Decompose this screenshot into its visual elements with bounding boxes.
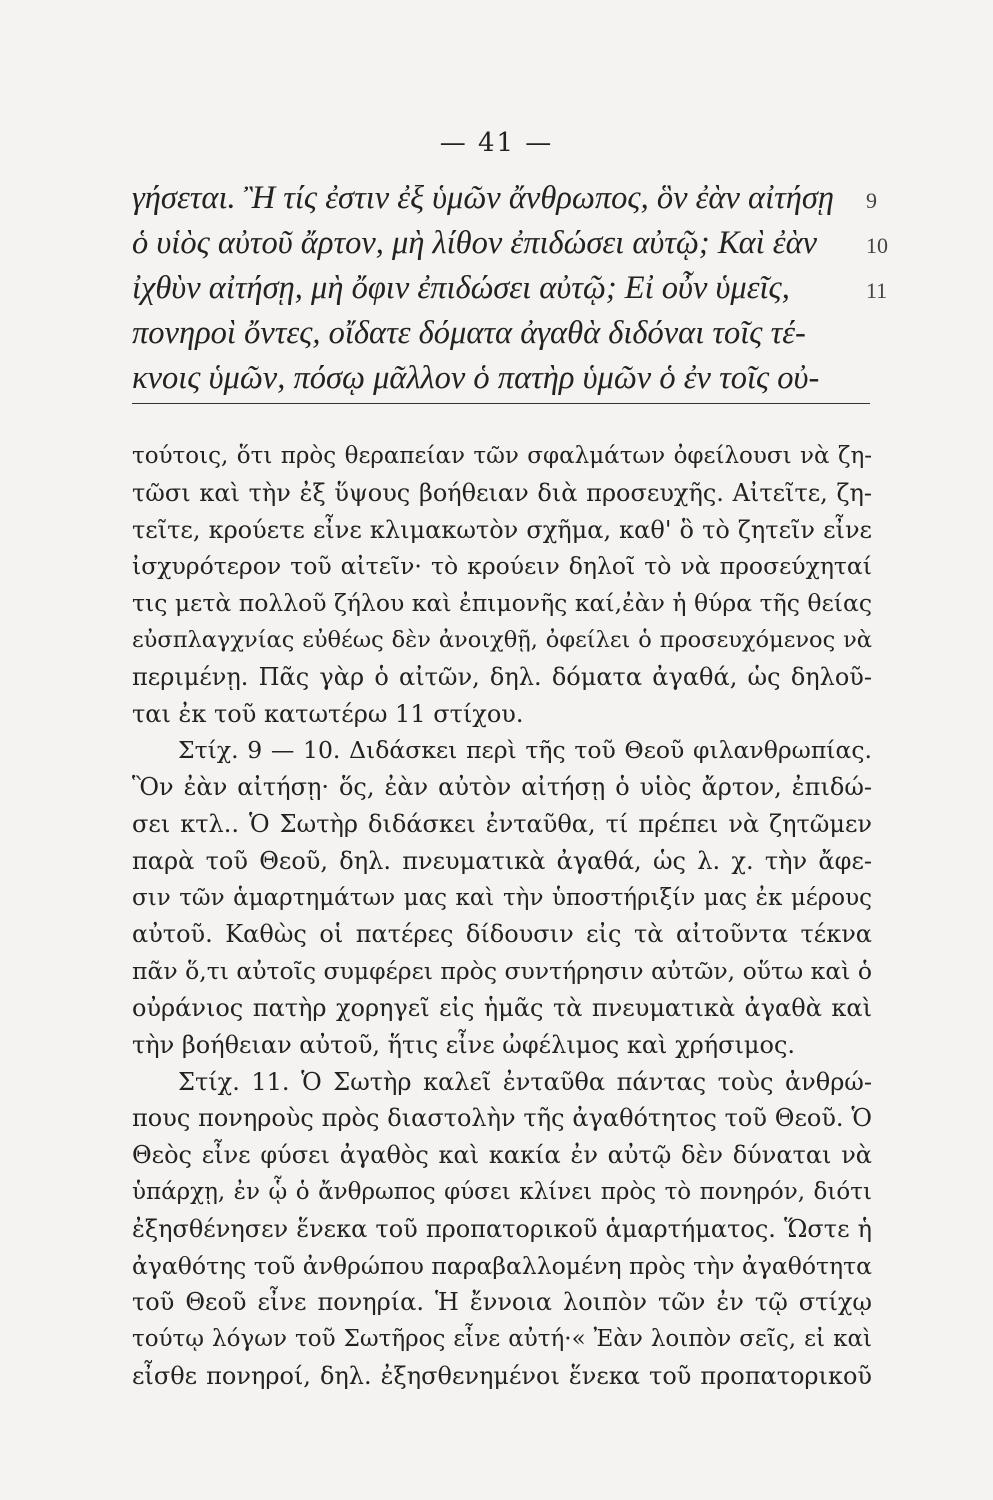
commentary-line: ἐξησθένησεν ἕνεκα τοῦ προπατορικοῦ ἁμαρτήματος. Ὥστε ἡ — [132, 1214, 872, 1243]
commentary-line: εὐσπλαγχνίας εὐθέως δὲν ἀνοιχθῇ, ὀφείλει ὁ προσευχόμενος νὰ — [132, 626, 872, 653]
commentary-line: Θεὸς εἶνε φύσει ἀγαθὸς καὶ κακία ἐν αὐτῷ δὲν δύναται νὰ — [132, 1141, 872, 1170]
commentary-line: οὐράνιος πατὴρ χορηγεῖ εἰς ἡμᾶς τὰ πνευματικὰ ἀγαθὰ καὶ — [132, 993, 872, 1022]
commentary-text — [132, 438, 872, 1395]
scripture-line: κνοις ὑμῶν, πόσῳ μᾶλλον ὁ πατὴρ ὑμῶν ὁ ἐν τοῖς οὐ- — [132, 360, 820, 396]
commentary-line: περιμένῃ. Πᾶς γὰρ ὁ αἰτῶν, δηλ. δόματα ἀγαθά, ὡς δηλοῦ- — [132, 662, 872, 691]
commentary-line: πᾶν ὅ,τι αὐτοῖς συμφέρει πρὸς συντήρησιν αὐτῶν, οὕτω καὶ ὁ — [132, 957, 873, 986]
separator-rule — [132, 403, 870, 404]
scripture-line: πονηροὶ ὄντες, οἴδατε δόματα ἀγαθὰ διδόναι τοῖς τέ- — [132, 315, 806, 351]
commentary-line: ἀγαθότης τοῦ ἀνθρώπου παραβαλλομένη πρὸς τὴν ἀγαθότητα — [132, 1251, 872, 1280]
verse-number: 11 — [866, 278, 888, 303]
verse-number: 9 — [866, 188, 877, 213]
scripture-line: ὁ υἱὸς αὐτοῦ ἄρτον, μὴ λίθον ἐπιδώσει αὐτῷ; Καὶ ἐὰν — [132, 225, 818, 261]
page-number: — 41 — — [439, 128, 554, 158]
commentary-line: Στίχ. 9 — 10. Διδάσκει περὶ τῆς τοῦ Θεοῦ φιλανθρωπίας. — [178, 736, 872, 765]
commentary-line: τις μετὰ πολλοῦ ζήλου καὶ ἐπιμονῆς καί,ἐὰν ἡ θύρα τῆς θείας — [132, 589, 872, 618]
verse-number: 10 — [866, 233, 888, 258]
commentary-line: τὴν βοήθειαν αὐτοῦ, ἥτις εἶνε ὠφέλιμος καὶ χρήσιμος. — [132, 1030, 796, 1059]
commentary-line: αὐτοῦ. Καθὼς οἱ πατέρες δίδουσιν εἰς τὰ αἰτοῦντα τέκνα — [132, 920, 872, 949]
commentary-line: τούτῳ λόγων τοῦ Σωτῆρος εἶνε αὐτή·« Ἐὰν λοιπὸν σεῖς, εἰ καὶ — [132, 1326, 872, 1353]
commentary-line: σιν τῶν ἁμαρτημάτων μας καὶ τὴν ὑποστήριξίν μας ἐκ μέρους — [132, 884, 872, 911]
commentary-line: ἰσχυρότερον τοῦ αἰτεῖν· τὸ κρούειν δηλοῖ τὸ νὰ προσεύχηταί — [132, 552, 872, 581]
commentary-line: πους πονηροὺς πρὸς διαστολὴν τῆς ἀγαθότητος τοῦ Θεοῦ. Ὁ — [132, 1104, 872, 1133]
commentary-line: εἶσθε πονηροί, δηλ. ἐξησθενημένοι ἕνεκα τοῦ προπατορικοῦ — [132, 1361, 872, 1390]
commentary-line: τεῖτε, κρούετε εἶνε κλιμακωτὸν σχῆμα, καθ' ὃ τὸ ζητεῖν εἶνε — [132, 515, 872, 544]
commentary-line: ὑπάρχῃ, ἐν ᾧ ὁ ἄνθρωπος φύσει κλίνει πρὸς τὸ πονηρόν, διότι — [132, 1178, 872, 1205]
commentary-line: σει κτλ.. Ὁ Σωτὴρ διδάσκει ἐνταῦθα, τί πρέπει νὰ ζητῶμεν — [132, 809, 872, 838]
scripture-text — [132, 176, 872, 401]
commentary-line: παρὰ τοῦ Θεοῦ, δηλ. πνευματικὰ ἀγαθά, ὡς λ. χ. τὴν ἄφε- — [132, 846, 872, 875]
commentary-line: τῶσι καὶ τὴν ἐξ ὕψους βοήθειαν διὰ προσευχῆς. Αἰτεῖτε, ζη- — [132, 478, 872, 507]
scripture-line: γήσεται. Ἢ τίς ἐστιν ἐξ ὑμῶν ἄνθρωπος, ὃν ἐὰν αἰτήσῃ — [132, 180, 835, 216]
commentary-line: τοῦ Θεοῦ εἶνε πονηρία. Ἡ ἔννοια λοιπὸν τῶν ἐν τῷ στίχῳ — [132, 1288, 872, 1317]
commentary-line: Στίχ. 11. Ὁ Σωτὴρ καλεῖ ἐνταῦθα πάντας τοὺς ἀνθρώ- — [178, 1067, 872, 1096]
commentary-line: Ὃν ἐὰν αἰτήσῃ· ὅς, ἐὰν αὐτὸν αἰτήσῃ ὁ υἱὸς ἄρτον, ἐπιδώ- — [132, 773, 872, 802]
commentary-line: ται ἐκ τοῦ κατωτέρω 11 στίχου. — [132, 699, 524, 728]
commentary-line: τούτοις, ὅτι πρὸς θεραπείαν τῶν σφαλμάτων ὀφείλουσι νὰ ζη- — [132, 443, 872, 469]
scripture-line: ἰχθὺν αἰτήσῃ, μὴ ὄφιν ἐπιδώσει αὐτῷ; Εἰ οὖν ὑμεῖς, — [132, 270, 790, 306]
